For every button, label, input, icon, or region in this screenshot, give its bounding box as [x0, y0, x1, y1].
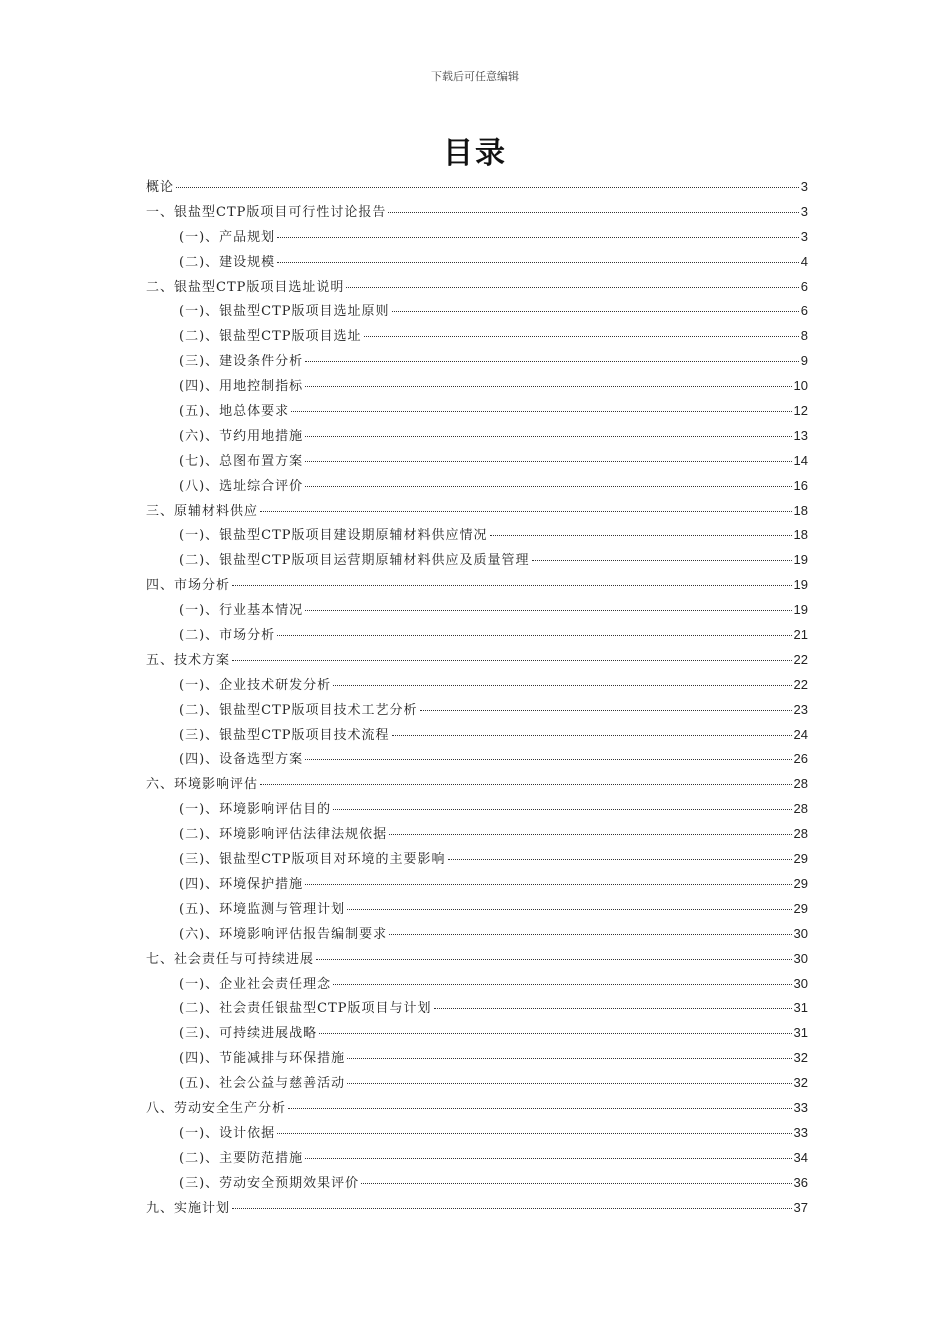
toc-dot-leader — [364, 336, 799, 337]
toc-entry[interactable] — [146, 523, 808, 548]
header-note: 下载后可任意编辑 — [431, 70, 519, 83]
toc-dot-leader — [305, 361, 799, 362]
toc-page-number: 10 — [793, 378, 808, 394]
toc-page-number: 31 — [793, 1025, 808, 1041]
toc-entry[interactable] — [146, 474, 808, 499]
toc-entry[interactable] — [146, 1071, 808, 1096]
toc-dot-leader — [260, 784, 792, 785]
toc-page-number: 28 — [793, 776, 808, 792]
toc-page-number: 30 — [793, 975, 808, 991]
toc-entry[interactable] — [146, 822, 808, 847]
toc-entry-text: (一)、银盐型CTP版项目建设期原辅材料供应情况 — [179, 528, 488, 544]
toc-entry-text: (五)、地总体要求 — [179, 404, 290, 420]
toc-page-number: 22 — [793, 651, 808, 667]
toc-entry[interactable] — [146, 897, 808, 922]
toc-dot-leader — [288, 1108, 792, 1109]
toc-page-number: 23 — [793, 701, 808, 717]
toc-entry[interactable] — [146, 299, 808, 324]
toc-entry[interactable] — [146, 723, 808, 748]
toc-dot-leader — [305, 461, 791, 462]
toc-page-number: 6 — [800, 303, 808, 319]
toc-entry-text: (五)、社会公益与慈善活动 — [179, 1076, 346, 1092]
toc-entry[interactable] — [146, 1121, 808, 1146]
toc-entry[interactable] — [146, 872, 808, 897]
toc-dot-leader — [305, 436, 791, 437]
toc-entry-text: (一)、企业技术研发分析 — [179, 677, 332, 693]
toc-dot-leader — [490, 535, 792, 536]
toc-page-number: 22 — [793, 676, 808, 692]
toc-entry-text: 二、银盐型CTP版项目选址说明 — [146, 279, 345, 295]
toc-entry-text: (三)、劳动安全预期效果评价 — [179, 1175, 360, 1191]
toc-page-number: 24 — [793, 726, 808, 742]
toc-entry[interactable] — [146, 573, 808, 598]
toc-entry-text: 五、技术方案 — [146, 652, 231, 668]
toc-page-number: 31 — [793, 1000, 808, 1016]
toc-page-number: 19 — [793, 552, 808, 568]
toc-entry[interactable] — [146, 1021, 808, 1046]
toc-entry-text: 九、实施计划 — [146, 1200, 231, 1216]
toc-entry-text: 六、环境影响评估 — [146, 777, 259, 793]
toc-page-number: 34 — [793, 1149, 808, 1165]
toc-entry-text: (六)、环境影响评估报告编制要求 — [179, 926, 388, 942]
toc-entry[interactable] — [146, 399, 808, 424]
toc-entry[interactable] — [146, 996, 808, 1021]
toc-entry[interactable] — [146, 1146, 808, 1171]
toc-page-number: 9 — [800, 353, 808, 369]
toc-page-number: 33 — [793, 1099, 808, 1115]
toc-page-number: 28 — [793, 801, 808, 817]
toc-entry[interactable] — [146, 275, 808, 300]
toc-dot-leader — [305, 884, 791, 885]
toc-entry[interactable] — [146, 598, 808, 623]
toc-entry-text: (四)、设备选型方案 — [179, 752, 304, 768]
toc-dot-leader — [392, 311, 799, 312]
toc-entry[interactable] — [146, 250, 808, 275]
toc-dot-leader — [277, 262, 799, 263]
toc-page-number: 30 — [793, 925, 808, 941]
toc-entry[interactable] — [146, 673, 808, 698]
toc-entry[interactable] — [146, 499, 808, 524]
toc-entry[interactable] — [146, 972, 808, 997]
toc-page-number: 18 — [793, 527, 808, 543]
toc-page-number: 16 — [793, 477, 808, 493]
toc-entry-text: (三)、银盐型CTP版项目对环境的主要影响 — [179, 852, 446, 868]
toc-dot-leader — [291, 411, 791, 412]
toc-page-number: 28 — [793, 826, 808, 842]
toc-dot-leader — [389, 834, 791, 835]
toc-dot-leader — [305, 1158, 791, 1159]
toc-entry[interactable] — [146, 623, 808, 648]
toc-entry[interactable] — [146, 1046, 808, 1071]
toc-entry-text: (一)、企业社会责任理念 — [179, 976, 332, 992]
toc-page-number: 4 — [800, 253, 808, 269]
toc-entry[interactable] — [146, 225, 808, 250]
toc-entry-text: (二)、社会责任银盐型CTP版项目与计划 — [179, 1001, 432, 1017]
toc-entry-text: (七)、总图布置方案 — [179, 453, 304, 469]
toc-page-number: 6 — [800, 278, 808, 294]
toc-dot-leader — [277, 635, 791, 636]
toc-entry-text: (五)、环境监测与管理计划 — [179, 901, 346, 917]
toc-dot-leader — [392, 735, 792, 736]
toc-entry[interactable] — [146, 449, 808, 474]
toc-page-number: 29 — [793, 900, 808, 916]
toc-entry-text: 七、社会责任与可持续进展 — [146, 951, 315, 967]
toc-entry-text: (二)、环境影响评估法律法规依据 — [179, 827, 388, 843]
toc-entry-text: 八、劳动安全生产分析 — [146, 1100, 287, 1116]
toc-dot-leader — [347, 1083, 791, 1084]
toc-dot-leader — [361, 1183, 791, 1184]
toc-entry-text: (二)、银盐型CTP版项目技术工艺分析 — [179, 702, 418, 718]
toc-entry[interactable] — [146, 947, 808, 972]
toc-dot-leader — [305, 386, 791, 387]
toc-entry-text: (四)、用地控制指标 — [179, 379, 304, 395]
toc-dot-leader — [305, 759, 791, 760]
toc-entry[interactable] — [146, 175, 808, 200]
toc-dot-leader — [305, 486, 791, 487]
toc-page-number: 3 — [800, 203, 808, 219]
toc-entry[interactable] — [146, 772, 808, 797]
toc-page-number: 19 — [793, 577, 808, 593]
toc-dot-leader — [277, 1133, 791, 1134]
toc-page-number: 3 — [800, 179, 808, 194]
toc-page-number: 19 — [793, 602, 808, 618]
toc-dot-leader — [389, 934, 791, 935]
toc-dot-leader — [347, 909, 791, 910]
toc-dot-leader — [333, 685, 791, 686]
toc-page-number: 36 — [793, 1174, 808, 1190]
toc-page-number: 32 — [793, 1050, 808, 1066]
toc-dot-leader — [347, 1058, 791, 1059]
toc-entry[interactable] — [146, 349, 808, 374]
toc-page-number: 29 — [793, 875, 808, 891]
toc-page-number: 26 — [793, 751, 808, 767]
toc-page-number: 8 — [800, 328, 808, 344]
toc-entry-text: (一)、产品规划 — [179, 229, 276, 245]
toc-entry[interactable] — [146, 922, 808, 947]
toc-entry-text: (二)、主要防范措施 — [179, 1150, 304, 1166]
toc-entry-text: (八)、选址综合评价 — [179, 478, 304, 494]
toc-entry[interactable] — [146, 374, 808, 399]
toc-page-number: 13 — [793, 427, 808, 443]
table-of-contents — [146, 175, 808, 1220]
toc-entry-text: (六)、节约用地措施 — [179, 428, 304, 444]
toc-dot-leader — [232, 585, 792, 586]
toc-dot-leader — [420, 710, 792, 711]
toc-page-number: 3 — [800, 228, 808, 244]
toc-page-number: 32 — [793, 1075, 808, 1091]
toc-entry-text: (一)、环境影响评估目的 — [179, 802, 332, 818]
toc-dot-leader — [176, 187, 799, 188]
toc-dot-leader — [333, 809, 791, 810]
toc-entry-text: (四)、环境保护措施 — [179, 876, 304, 892]
toc-entry-text: (一)、行业基本情况 — [179, 603, 304, 619]
toc-entry-text: (二)、建设规模 — [179, 254, 276, 270]
toc-entry-text: (二)、银盐型CTP版项目运营期原辅材料供应及质量管理 — [179, 553, 530, 569]
toc-dot-leader — [346, 287, 798, 288]
toc-entry-text: (一)、设计依据 — [179, 1125, 276, 1141]
toc-dot-leader — [316, 959, 792, 960]
toc-entry[interactable] — [146, 747, 808, 772]
toc-page-number: 29 — [793, 851, 808, 867]
toc-entry[interactable] — [146, 324, 808, 349]
toc-dot-leader — [232, 660, 792, 661]
toc-entry-text: (三)、可持续进展战略 — [179, 1026, 318, 1042]
toc-entry[interactable] — [146, 847, 808, 872]
toc-entry-text: (三)、建设条件分析 — [179, 354, 304, 370]
toc-dot-leader — [434, 1008, 792, 1009]
toc-dot-leader — [388, 212, 798, 213]
toc-entry-text: (四)、节能减排与环保措施 — [179, 1051, 346, 1067]
toc-entry-text: (二)、银盐型CTP版项目选址 — [179, 329, 362, 345]
toc-entry[interactable] — [146, 1096, 808, 1121]
toc-page-number: 21 — [793, 627, 808, 643]
toc-entry[interactable] — [146, 797, 808, 822]
toc-entry[interactable] — [146, 1196, 808, 1221]
toc-entry-text: 一、银盐型CTP版项目可行性讨论报告 — [146, 204, 387, 220]
toc-entry[interactable] — [146, 698, 808, 723]
toc-page-number: 12 — [793, 403, 808, 419]
toc-dot-leader — [532, 560, 792, 561]
toc-entry[interactable] — [146, 548, 808, 573]
toc-dot-leader — [305, 610, 791, 611]
toc-dot-leader — [232, 1208, 792, 1209]
toc-page-number: 33 — [793, 1124, 808, 1140]
page-title: 目录 — [443, 136, 507, 171]
toc-page-number: 30 — [793, 950, 808, 966]
toc-dot-leader — [333, 984, 791, 985]
toc-page-number: 18 — [793, 502, 808, 518]
toc-dot-leader — [319, 1033, 791, 1034]
toc-dot-leader — [277, 237, 799, 238]
toc-entry-text: 三、原辅材料供应 — [146, 503, 259, 519]
toc-entry[interactable] — [146, 424, 808, 449]
toc-entry-text: (三)、银盐型CTP版项目技术流程 — [179, 727, 390, 743]
toc-page-number: 37 — [793, 1199, 808, 1215]
toc-dot-leader — [448, 859, 792, 860]
toc-entry[interactable] — [146, 200, 808, 225]
toc-entry-text: (二)、市场分析 — [179, 628, 276, 644]
toc-entry-text: 概论 — [146, 180, 175, 195]
toc-page-number: 14 — [793, 452, 808, 468]
toc-entry-text: 四、市场分析 — [146, 578, 231, 594]
toc-entry[interactable] — [146, 648, 808, 673]
toc-dot-leader — [260, 511, 792, 512]
toc-entry-text: (一)、银盐型CTP版项目选址原则 — [179, 304, 390, 320]
toc-entry[interactable] — [146, 1171, 808, 1196]
